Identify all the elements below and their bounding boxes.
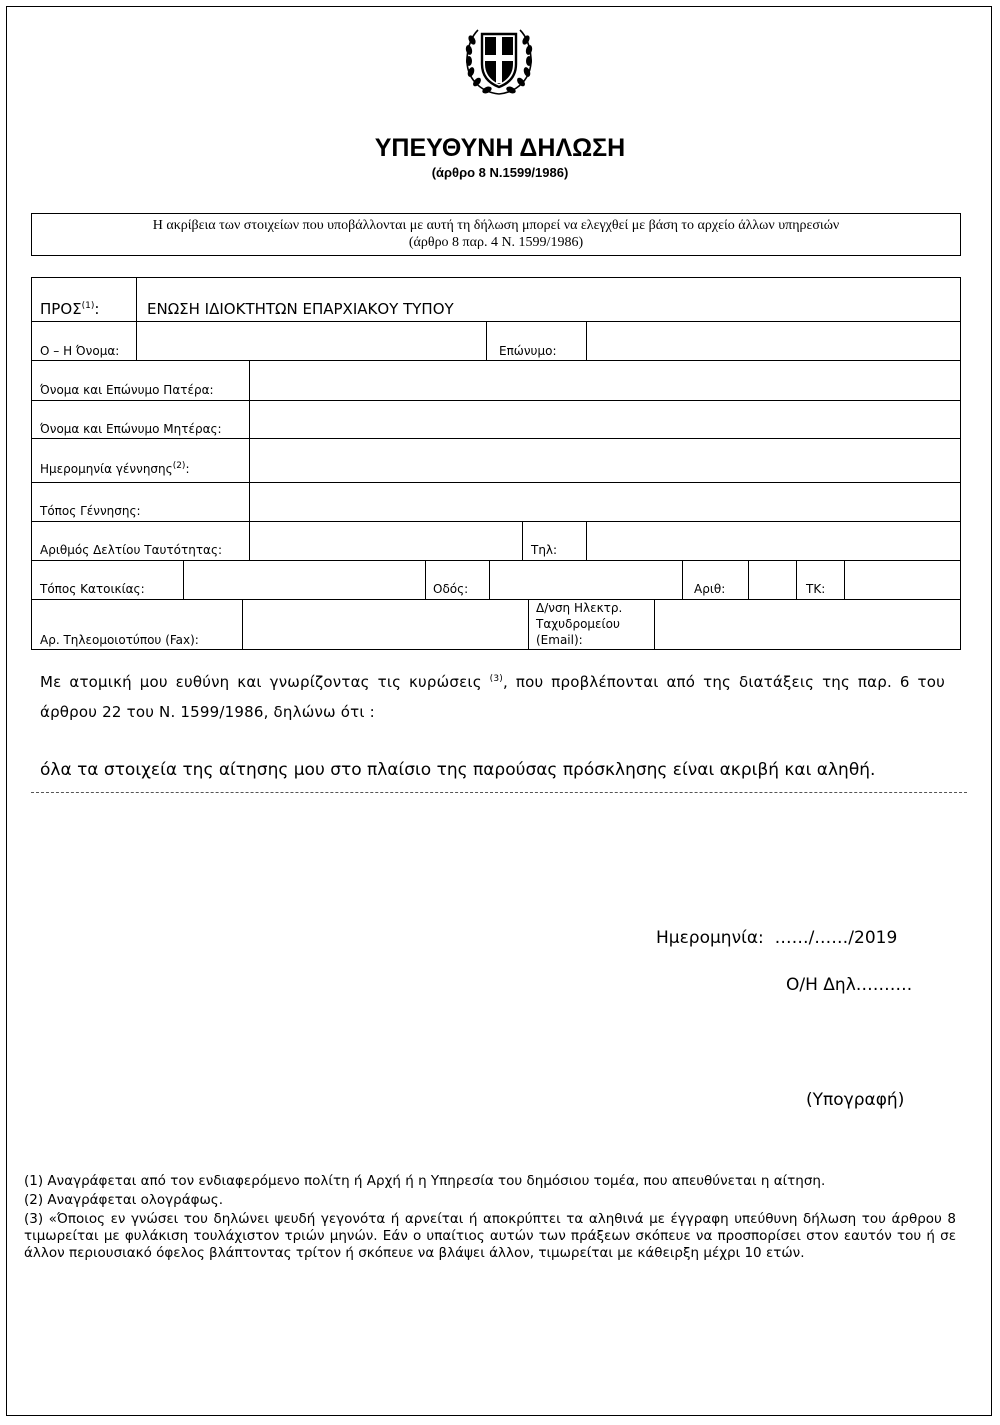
- residence-label: Τόπος Κατοικίας:: [40, 582, 145, 596]
- street-number-label: Αριθ:: [694, 582, 726, 596]
- recipient-label: ΠΡΟΣ$^{(1)}$:: [40, 300, 100, 318]
- declarant-line: Ο/Η Δηλ……….: [786, 975, 913, 995]
- surname-label: Επώνυμο:: [499, 344, 557, 358]
- email-field[interactable]: [655, 600, 960, 650]
- first-name-label: Ο – Η Όνομα:: [40, 344, 120, 358]
- father-name-field[interactable]: [250, 361, 960, 400]
- declaration-paragraph: Με ατομική μου ευθύνη και γνωρίζοντας τις κυρώσεις $^{(3)}$, που προβλέπονται από της διατάξεις της παρ. 6 του άρθρου 22 του Ν. 1599/1986, δηλώνω ότι :: [40, 673, 945, 721]
- document-title: ΥΠΕΥΘΥΝΗ ΔΗΛΩΣΗ: [374, 134, 626, 162]
- footnote-1: (1) Αναγράφεται από τον ενδιαφερόμενο πολίτη ή Αρχή ή η Υπηρεσία του δημόσιου τομέα, που απευθύνεται η αίτηση.: [24, 1173, 826, 1189]
- date-value: ……/……/2019: [774, 928, 898, 948]
- surname-field[interactable]: [587, 322, 960, 360]
- date-line: Ημερομηνία: ……/……/2019: [656, 928, 898, 948]
- dashed-separator: [31, 792, 967, 793]
- phone-label: Τηλ:: [531, 543, 558, 557]
- signature-label: (Υπογραφή): [806, 1090, 905, 1110]
- mother-name-label: Όνομα και Επώνυμο Μητέρας:: [40, 422, 222, 436]
- recipient-value: ΕΝΩΣΗ ΙΔΙΟΚΤΗΤΩΝ ΕΠΑΡΧΙΑΚΟΥ ΤΥΠΟΥ: [147, 300, 454, 318]
- declaration-statement: όλα τα στοιχεία της αίτησης μου στο πλαίσιο της παρούσας πρόσκλησης είναι ακριβή και αληθή.: [40, 760, 876, 780]
- postcode-field[interactable]: [845, 561, 960, 599]
- document-subtitle: (άρθρο 8 Ν.1599/1986): [431, 165, 569, 180]
- street-label: Οδός:: [433, 582, 469, 596]
- footnote-3: (3) «Όποιος εν γνώσει του δηλώνει ψευδή γεγονότα ή αρνείται ή αποκρύπτει τα αληθινά με έγγραφη υπεύθυνη δήλωση του άρθρου 8 τιμωρείται με φυλάκιση τουλάχιστον τριών μηνών. Εάν ο υπαίτιος αυτών των πράξεων σκόπευε να προσπορίσει στον εαυτόν του ή σε άλλον περιουσιακό όφελος βλάπτοντας τρίτον ή σκόπευε να βλάψει άλλον, τιμωρείται με κάθειρξη μέχρι 10 ετών.: [24, 1211, 956, 1261]
- accuracy-notice-line1: Η ακρίβεια των στοιχείων που υποβάλλονται με αυτή τη δήλωση μπορεί να ελεγχθεί με βάση το αρχείο άλλων υπηρεσιών: [152, 218, 840, 233]
- id-card-field[interactable]: [250, 522, 522, 560]
- father-name-label: Όνομα και Επώνυμο Πατέρα:: [40, 383, 214, 397]
- email-label: Δ/νση Ηλεκτρ. Ταχυδρομείου (Email):: [536, 601, 623, 647]
- birthplace-label: Τόπος Γέννησης:: [40, 504, 141, 518]
- id-card-label: Αριθμός Δελτίου Ταυτότητας:: [40, 543, 223, 557]
- first-name-field[interactable]: [137, 322, 486, 360]
- footnote-2: (2) Αναγράφεται ολογράφως.: [24, 1192, 224, 1208]
- coat-of-arms-emblem: [460, 22, 538, 100]
- postcode-label: ΤΚ:: [806, 582, 826, 596]
- mother-name-field[interactable]: [250, 401, 960, 438]
- accuracy-notice-box: [31, 213, 961, 256]
- declarant-details-form: [31, 277, 961, 650]
- phone-field[interactable]: [587, 522, 960, 560]
- residence-field[interactable]: [184, 561, 425, 599]
- fax-label: Αρ. Τηλεομοιοτύπου (Fax):: [40, 633, 199, 647]
- birthdate-label: Ημερομηνία γέννησης$^{(2)}$:: [40, 461, 190, 476]
- fax-field[interactable]: [243, 600, 528, 650]
- street-field[interactable]: [490, 561, 682, 599]
- accuracy-notice-line2: (άρθρο 8 παρ. 4 Ν. 1599/1986): [408, 235, 584, 250]
- birthplace-field[interactable]: [250, 483, 960, 521]
- street-number-field[interactable]: [749, 561, 796, 599]
- birthdate-field[interactable]: [250, 439, 960, 482]
